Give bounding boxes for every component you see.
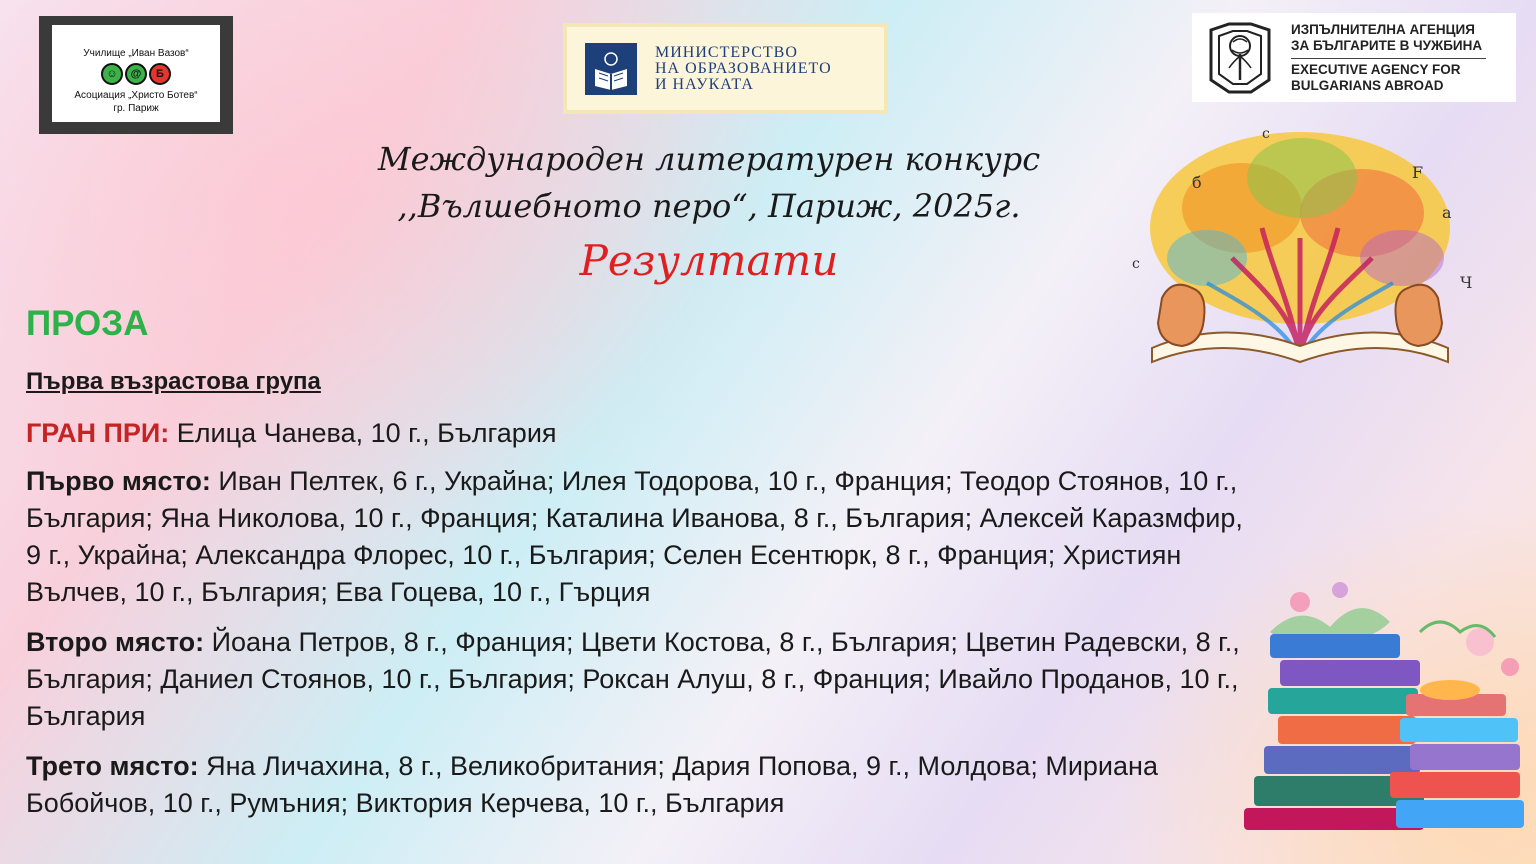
results-heading: Резултати <box>579 236 839 285</box>
first-place-winners: Иван Пелтек, 6 г., Украйна; Илея Тодорова, 10 г., Франция; Теодор Стоянов, 10 г., България; Яна Николова, 10 г., Франция; Каталина Иванова, 8 г., България; Алексей Каразмфир, 9 г., Украйна; Александра Флорес, 10 г., България; Селен Есентюрк, 8 г., Франция; Християн Вълчев, 10 г., България; Ева Гоцева, 10 г., Гърция <box>26 466 1243 607</box>
ministry-line-1: МИНИСТЕРСТВО <box>655 43 798 61</box>
open-book-tree-illustration <box>1112 118 1488 380</box>
svg-text:с: с <box>1132 256 1140 272</box>
svg-text:a: a <box>1442 203 1452 222</box>
first-place-label: Първо място: <box>26 466 211 496</box>
second-place-winners: Йоана Петров, 8 г., Франция; Цвети Костова, 8 г., България; Цветин Радевски, 8 г., България; Даниел Стоянов, 10 г., България; Роксан Алуш, 8 г., Франция; Ивайло Проданов, 10 г., България <box>26 627 1240 731</box>
second-place-entry <box>26 624 1261 735</box>
agency-emblem-icon <box>1205 20 1275 96</box>
stacked-books-flowers-illustration <box>1240 572 1536 834</box>
agency-en-line-2: BULGARIANS ABROAD <box>1291 77 1444 93</box>
section-heading-prose: ПРОЗА <box>26 304 149 343</box>
grand-prix-entry <box>26 415 1261 452</box>
smiley-logo-mark <box>52 63 220 85</box>
letter-b-icon: Б <box>149 63 171 85</box>
ministry-line-3: И НАУКАТА <box>655 75 754 93</box>
third-place-entry <box>26 748 1261 822</box>
svg-text:c: c <box>1262 126 1270 142</box>
age-group-heading: Първа възрастова група <box>26 368 321 395</box>
agency-logo <box>1192 13 1516 102</box>
association-name: Асоциация „Христо Ботев“ <box>74 90 198 101</box>
city-name: гр. Париж <box>113 103 159 114</box>
agency-bg-line-1: ИЗПЪЛНИТЕЛНА АГЕНЦИЯ <box>1291 21 1475 37</box>
school-association-logo <box>39 16 233 134</box>
agency-divider <box>1291 58 1486 59</box>
smiley-face-icon: ☺ <box>101 63 123 85</box>
svg-text:F: F <box>1412 163 1424 182</box>
contest-subtitle: ,,Вълшебното перо“, Париж, 2025г. <box>397 187 1021 225</box>
third-place-label: Трето място: <box>26 751 199 781</box>
ministry-book-icon <box>585 43 637 95</box>
agency-bg-line-2: ЗА БЪЛГАРИТЕ В ЧУЖБИНА <box>1291 37 1483 53</box>
ministry-line-2: НА ОБРАЗОВАНИЕТО <box>655 59 832 77</box>
school-name: Училище „Иван Вазов“ <box>83 48 189 59</box>
agency-en-line-1: EXECUTIVE AGENCY FOR <box>1291 61 1461 77</box>
svg-text:Ч: Ч <box>1460 273 1473 292</box>
ministry-logo <box>563 23 888 114</box>
first-place-entry <box>26 463 1261 611</box>
grand-prix-label: ГРАН ПРИ: <box>26 418 170 448</box>
third-place-winners: Яна Личахина, 8 г., Великобритания; Дария Попова, 9 г., Молдова; Мириана Бобойчов, 10 г., Румъния; Виктория Керчева, 10 г., България <box>26 751 1158 818</box>
at-sign-icon: @ <box>125 63 147 85</box>
grand-prix-winners: Елица Чанева, 10 г., България <box>169 418 557 448</box>
second-place-label: Второ място: <box>26 627 205 657</box>
contest-title: Международен литературен конкурс <box>377 140 1041 178</box>
svg-text:б: б <box>1192 173 1202 192</box>
